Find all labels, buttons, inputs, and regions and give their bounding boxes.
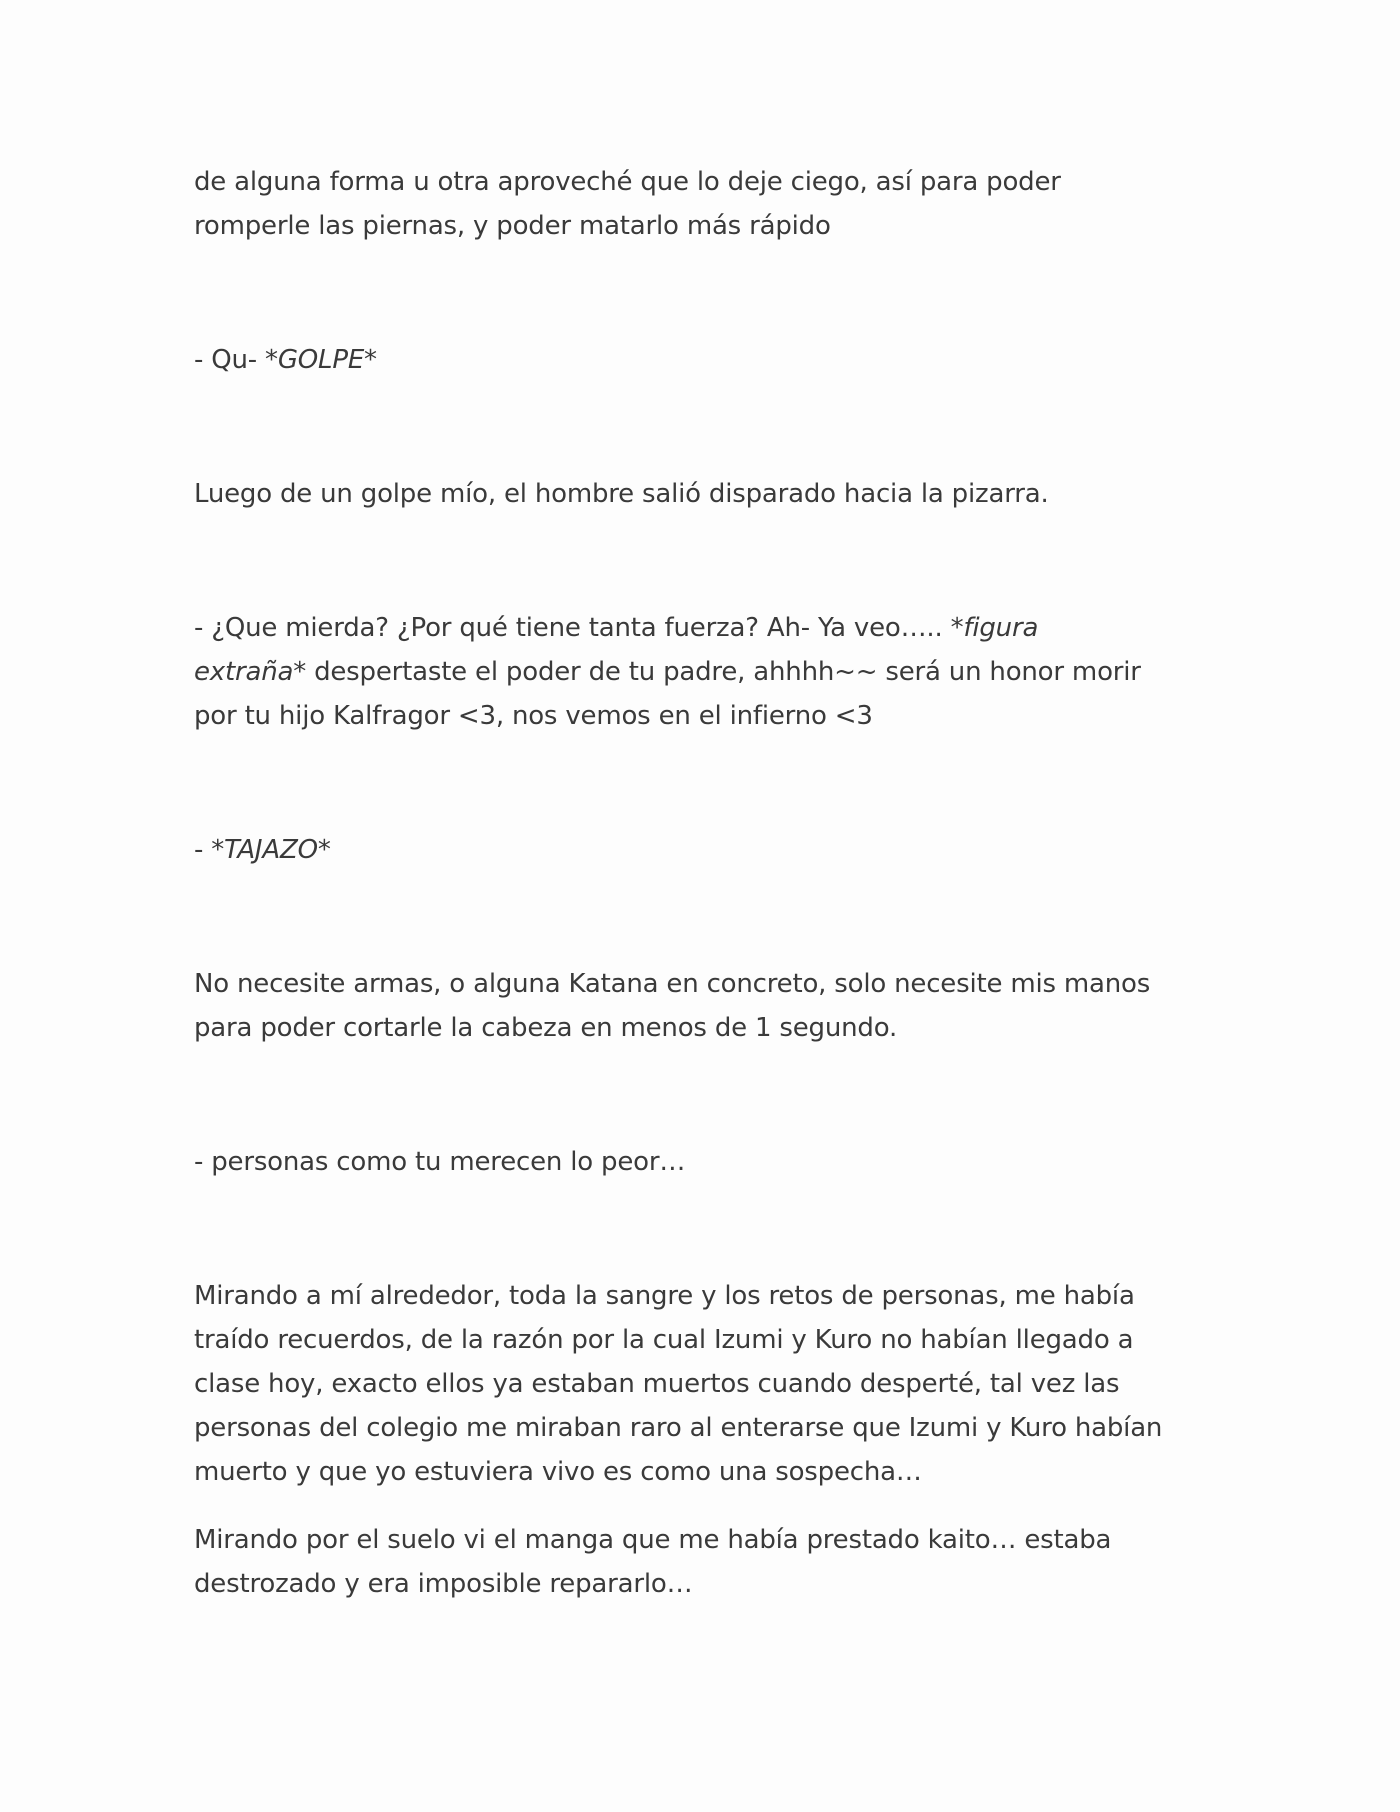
text-line: Mirando a mí alrededor, toda la sangre y los retos de personas, me había <box>194 1281 1135 1311</box>
text-line <box>194 606 1194 650</box>
paragraph-3 <box>194 472 1194 516</box>
sound-effect-text: *GOLPE* <box>265 345 377 375</box>
paragraph-1 <box>194 160 1194 248</box>
paragraph-4 <box>194 606 1194 738</box>
text-line: Luego de un golpe mío, el hombre salió disparado hacia la pizarra. <box>194 479 1049 509</box>
paragraph-8 <box>194 1274 1194 1494</box>
text-line: traído recuerdos, de la razón por la cual Izumi y Kuro no habían llegado a <box>194 1325 1134 1355</box>
dialogue-text: - Qu- <box>194 345 266 375</box>
text-line: destrozado y era imposible repararlo… <box>194 1569 693 1599</box>
text-line: personas del colegio me miraban raro al enterarse que Izumi y Kuro habían <box>194 1413 1163 1443</box>
dialogue-text: - <box>194 835 212 865</box>
text-line <box>194 650 1194 694</box>
sound-effect-text: *TAJAZO* <box>211 835 331 865</box>
paragraph-6 <box>194 962 1194 1050</box>
text-line: clase hoy, exacto ellos ya estaban muertos cuando desperté, tal vez las <box>194 1369 1120 1399</box>
dialogue-text: despertaste el poder de tu padre, ahhhh~~ será un honor morir <box>306 657 1141 687</box>
text-line: de alguna forma u otra aproveché que lo deje ciego, así para poder <box>194 167 1061 197</box>
text-line: por tu hijo Kalfragor <3, nos vemos en el infierno <3 <box>194 701 873 731</box>
text-line: - personas como tu merecen lo peor… <box>194 1147 686 1177</box>
paragraph-2 <box>194 338 1194 382</box>
dialogue-text: - ¿Que mierda? ¿Por qué tiene tanta fuerza? Ah- Ya veo….. <box>194 613 951 643</box>
text-line <box>194 338 1194 382</box>
text-line: romperle las piernas, y poder matarlo más rápido <box>194 211 831 241</box>
paragraph-5 <box>194 828 1194 872</box>
paragraph-9 <box>194 1518 1194 1606</box>
text-line: No necesite armas, o alguna Katana en concreto, solo necesite mis manos <box>194 969 1151 999</box>
text-line <box>194 828 1194 872</box>
text-line: Mirando por el suelo vi el manga que me había prestado kaito… estaba <box>194 1525 1112 1555</box>
italic-text: *figura <box>950 613 1039 643</box>
italic-text: extraña* <box>194 657 307 687</box>
text-line: para poder cortarle la cabeza en menos de 1 segundo. <box>194 1013 898 1043</box>
text-line: muerto y que yo estuviera vivo es como una sospecha… <box>194 1457 922 1487</box>
paragraph-7 <box>194 1140 1194 1184</box>
